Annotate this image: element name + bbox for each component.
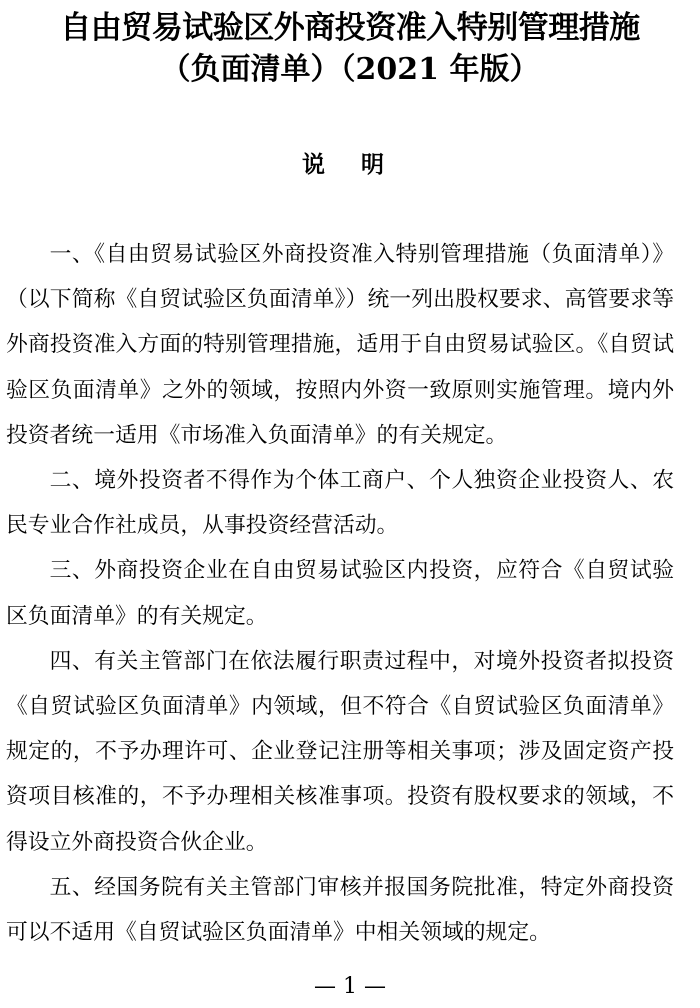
document-body xyxy=(6,232,674,955)
paragraph-4: 四、有关主管部门在依法履行职责过程中，对境外投资者拟投资《自贸试验区负面清单》内领域，但不符合《自贸试验区负面清单》规定的，不予办理许可、企业登记注册等相关事项；涉及固定资产投资项目核准的，不予办理相关核准事项。投资有股权要求的领域，不得设立外商投资合伙企业。 xyxy=(6,648,674,855)
document-title: 自由贸易试验区外商投资准入特别管理措施 xyxy=(60,10,640,46)
paragraph-3: 三、外商投资企业在自由贸易试验区内投资，应符合《自贸试验区负面清单》的有关规定。 xyxy=(6,558,674,629)
paragraph-5: 五、经国务院有关主管部门审核并报国务院批准，特定外商投资可以不适用《自贸试验区负面清单》中相关领域的规定。 xyxy=(6,874,674,946)
page-number: — 1 — xyxy=(314,974,386,999)
paragraph-2: 二、境外投资者不得作为个体工商户、个人独资企业投资人、农民专业合作社成员，从事投资经营活动。 xyxy=(6,468,674,539)
document-subtitle: （负面清单）（2021 年版） xyxy=(160,52,540,87)
paragraph-1: 一、《自由贸易试验区外商投资准入特别管理措施（负面清单）》（以下简称《自贸试验区负面清单》）统一列出股权要求、高管要求等外商投资准入方面的特别管理措施，适用于自由贸易试验区。《自贸试验区负面清单》之外的领域，按照内外资一致原则实施管理。境内外投资者统一适用《市场准入负面清单》的有关规定。 xyxy=(6,242,674,448)
section-heading: 说 明 xyxy=(301,151,398,178)
